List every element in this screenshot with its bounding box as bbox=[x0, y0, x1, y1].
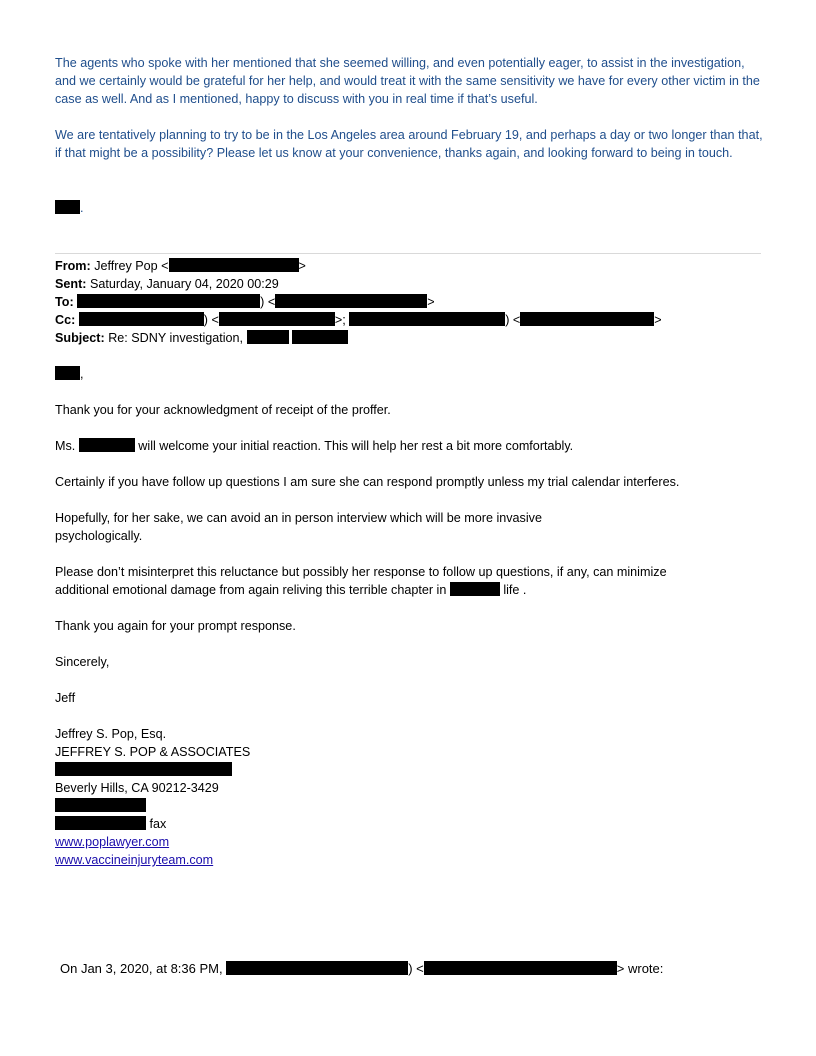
prior-signoff bbox=[55, 199, 84, 217]
redaction-block bbox=[292, 330, 348, 344]
signature-link-2 bbox=[55, 851, 213, 869]
from-label: From: bbox=[55, 259, 91, 273]
body-paragraph-2 bbox=[55, 437, 573, 455]
redaction-block bbox=[247, 330, 289, 344]
cc-end: > bbox=[654, 313, 662, 327]
redaction-block bbox=[55, 366, 80, 380]
fax-label: fax bbox=[149, 817, 167, 831]
header-sent bbox=[55, 275, 279, 293]
redaction-block bbox=[79, 312, 204, 326]
subject-label: Subject: bbox=[55, 331, 105, 345]
signature-link-1 bbox=[55, 833, 169, 851]
redaction-block bbox=[219, 312, 335, 326]
body-paragraph-2-end: will welcome your initial reaction. This will help her rest a bit more comfortably. bbox=[138, 439, 574, 453]
redaction-block bbox=[424, 961, 617, 975]
prior-message-paragraph-2 bbox=[55, 126, 765, 162]
quoted-mid: ) < bbox=[408, 961, 424, 976]
header-divider bbox=[55, 253, 761, 254]
body-name bbox=[55, 689, 75, 707]
closing-text: Sincerely, bbox=[55, 655, 110, 669]
quoted-intro-text: On Jan 3, 2020, at 8:36 PM, bbox=[60, 961, 223, 976]
sender-short-name: Jeff bbox=[55, 691, 76, 705]
redaction-block bbox=[77, 294, 260, 308]
sent-value: Saturday, January 04, 2020 00:29 bbox=[89, 277, 279, 291]
body-paragraph-1 bbox=[55, 401, 391, 419]
body-paragraph-5-line-1 bbox=[55, 563, 667, 581]
body-paragraph-5-line-2-end: life . bbox=[503, 583, 527, 597]
redaction-block bbox=[55, 798, 146, 812]
header-to bbox=[55, 293, 435, 311]
redaction-block bbox=[169, 258, 299, 272]
signature-city bbox=[55, 779, 219, 797]
body-paragraph-3 bbox=[55, 473, 679, 491]
header-cc bbox=[55, 311, 662, 329]
greeting-suffix: , bbox=[80, 367, 84, 381]
from-value: Jeffrey Pop < bbox=[94, 259, 169, 273]
to-label: To: bbox=[55, 295, 74, 309]
cc-label: Cc: bbox=[55, 313, 76, 327]
redaction-block bbox=[55, 762, 232, 776]
body-paragraph-3-text: Certainly if you have follow up questions I am sure she can respond promptly unless my trial calendar interferes. bbox=[55, 475, 680, 489]
body-paragraph-4-line-1 bbox=[55, 509, 542, 527]
quoted-intro bbox=[60, 960, 663, 978]
quoted-end: > wrote: bbox=[616, 961, 664, 976]
to-end: > bbox=[427, 295, 435, 309]
signature-phone bbox=[55, 797, 146, 815]
body-paragraph-1-text: Thank you for your acknowledgment of receipt of the proffer. bbox=[55, 403, 391, 417]
cc-mid-2: >; bbox=[334, 313, 350, 327]
redaction-block bbox=[79, 438, 135, 452]
redaction-block bbox=[275, 294, 427, 308]
header-from bbox=[55, 257, 306, 275]
poplawyer-link[interactable]: www.poplawyer.com bbox=[55, 835, 170, 849]
prior-signoff-suffix: . bbox=[80, 201, 84, 215]
redaction-block bbox=[349, 312, 505, 326]
body-closing bbox=[55, 653, 109, 671]
signature-name-text: Jeffrey S. Pop, Esq. bbox=[55, 727, 167, 741]
signature-city-text: Beverly Hills, CA 90212-3429 bbox=[55, 781, 219, 795]
from-end: > bbox=[298, 259, 306, 273]
to-mid: ) < bbox=[260, 295, 276, 309]
redaction-block bbox=[55, 200, 80, 214]
body-paragraph-2-start: Ms. bbox=[55, 439, 76, 453]
prior-paragraph-2-text: We are tentatively planning to try to be in the Los Angeles area around February 19, and perhaps a day or two longer than that, if that might be a possibility? Please let us know at your convenience, thanks again, and looking forward to being in touch. bbox=[55, 128, 763, 160]
body-paragraph-5-line-2 bbox=[55, 581, 526, 599]
signature-firm bbox=[55, 743, 250, 761]
redaction-block bbox=[226, 961, 408, 975]
body-paragraph-5-line-1-text: Please don’t misinterpret this reluctance but possibly her response to follow up questions, if any, can minimize bbox=[55, 565, 667, 579]
prior-message-paragraph-1 bbox=[55, 54, 765, 108]
redaction-block bbox=[450, 582, 500, 596]
body-paragraph-4-line-2 bbox=[55, 527, 142, 545]
signature-firm-text: JEFFREY S. POP & ASSOCIATES bbox=[55, 745, 251, 759]
body-paragraph-6-text: Thank you again for your prompt response. bbox=[55, 619, 296, 633]
vaccineinjuryteam-link[interactable]: www.vaccineinjuryteam.com bbox=[55, 853, 214, 867]
body-paragraph-4-line-2-text: psychologically. bbox=[55, 529, 143, 543]
prior-paragraph-1-text: The agents who spoke with her mentioned that she seemed willing, and even potentially eager, to assist in the investigation, and we certainly would be grateful for her help, and would treat it with the same sensitivity we have for every other victim in the case as well. And as I mentioned, happy to discuss with you in real time if that’s useful. bbox=[55, 56, 760, 106]
body-paragraph-5-line-2-start: additional emotional damage from again reliving this terrible chapter in bbox=[55, 583, 447, 597]
signature-address bbox=[55, 761, 232, 779]
sent-label: Sent: bbox=[55, 277, 87, 291]
redaction-block bbox=[55, 816, 146, 830]
signature-fax bbox=[55, 815, 166, 833]
body-greeting bbox=[55, 365, 84, 383]
header-subject bbox=[55, 329, 348, 347]
body-paragraph-6 bbox=[55, 617, 296, 635]
redaction-block bbox=[520, 312, 654, 326]
subject-value: Re: SDNY investigation, bbox=[108, 331, 244, 345]
body-paragraph-4-line-1-text: Hopefully, for her sake, we can avoid an in person interview which will be more invasive bbox=[55, 511, 542, 525]
cc-mid-3: ) < bbox=[505, 313, 521, 327]
signature-name bbox=[55, 725, 166, 743]
cc-mid-1: ) < bbox=[203, 313, 219, 327]
